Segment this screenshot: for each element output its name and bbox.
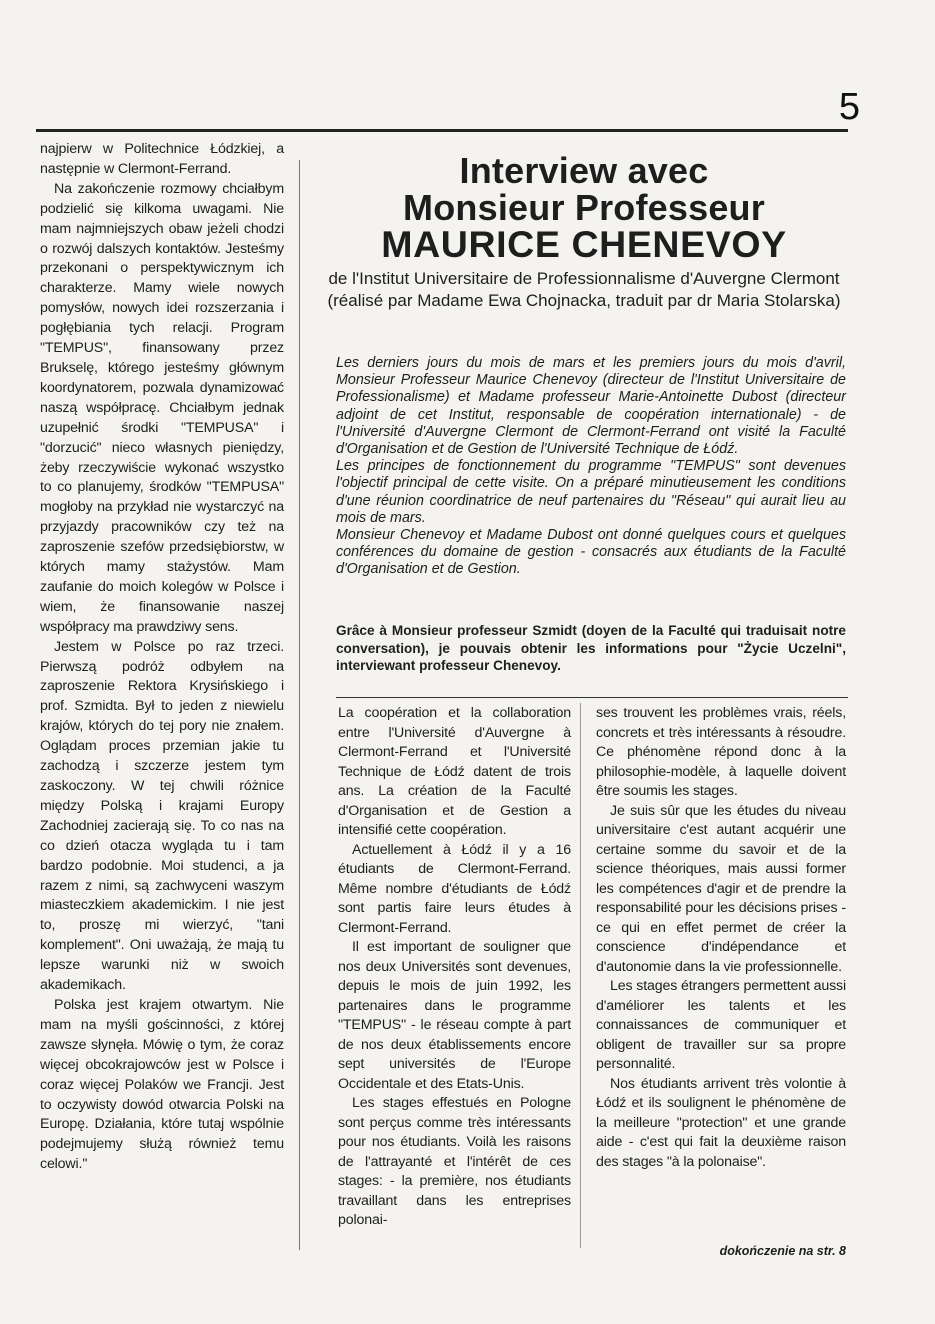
- left-column: [40, 140, 284, 1175]
- lead-paragraph: Les principes de fonctionnement du programme "TEMPUS" sont devenues l'objectif principal de cette visite. On a préparé minutieusement les conditions d'une réunion coordinatrice de neuf partenaires du "Réseau" qui aurait lieu au mois de mars.: [336, 458, 846, 526]
- body-paragraph: Il est important de souligner que nos deux Universités sont devenues, depuis le mois de juin 1992, les partenaires dans le programme "TEMPUS" - le réseau compte à part de nos deux établissements encore sept universités de l'Europe Occidentale et des Etats-Unis.: [338, 939, 571, 1092]
- interview-intro: Grâce à Monsieur professeur Szmidt (doyen de la Faculté qui traduisait notre conversation), je pouvais obtenir les informations pour "Życie Uczelni", interviewant professeur Chenevoy.: [336, 623, 846, 674]
- left-paragraph: Jestem w Polsce po raz trzeci. Pierwszą podróż odbyłem na zaproszenie Rektora Krysińskiego i prof. Szmidta. Był to jeden z niewielu krajów, których do tej pory nie znałem. Oglądam proces przemian jakie tu zachodzą i szczerze jestem tym zaskoczony. W tej chwili różnice między Polską i krajami Europy Zachodniej zacierają się. To co nas na co dzień otacza wygląda tu i tam bardzo podobnie. Moi studenci, a ja razem z nimi, są zachwyceni waszym miasteczkiem akademickim. I nie jest to, proszę mi wierzyć, "tani komplement". Oni uważają, że mają tu lepsze warunki niż w swoich akademikach.: [40, 638, 284, 994]
- section-rule: [336, 697, 848, 698]
- body-column-2: [596, 704, 846, 1172]
- body-paragraph: Les stages effestués en Pologne sont perçus comme très intéressants pour nos étudiants. Voilà les raisons de l'attrayanté et l'intérêt de ces stages: - la première, nos étudiants travaillant dans les entreprises polonai-: [338, 1095, 571, 1228]
- lead-paragraph: Monsieur Chenevoy et Madame Dubost ont donné quelques cours et quelques conférences du domaine de gestion - consacrés aux étudiants de la Faculté d'Organisation et de Gestion.: [336, 527, 846, 578]
- body-paragraph: ses trouvent les problèmes vrais, réels, concrets et très intéressants à résoudre. Ce phénomène répond donc à la philosophie-modèle, à laquelle doivent être soumis les stages.: [596, 705, 846, 799]
- body-paragraph: La coopération et la collaboration entre l'Université d'Auvergne à Clermont-Ferrand et l'Université Technique de Łódź datent de trois ans. La création de la Faculté d'Organisation et de Gestion a intensifié cette coopération.: [338, 705, 571, 838]
- column-divider: [580, 703, 581, 1248]
- header-rule: [36, 129, 848, 132]
- page-number: 5: [838, 86, 860, 128]
- body-column-1: [338, 704, 571, 1231]
- body-paragraph: Les stages étrangers permettent aussi d'améliorer les talents et les connaissances de communiquer et obligent de travailler sur sa propre personnalité.: [596, 978, 846, 1072]
- lead-paragraph: Les derniers jours du mois de mars et les premiers jours du mois d'avril, Monsieur Professeur Maurice Chenevoy (directeur de l'Institut Universitaire de Professionalisme) et Madame professeur Marie-Antoinette Dubost (directeur adjoint de cet Institut, responsable de coopération internationale) - de l'Université d'Auvergne Clermont de Clermont-Ferrand ont visité la Faculté d'Organisation et de Gestion de l'Université Technique de Łódź.: [336, 355, 846, 458]
- body-paragraph: Nos étudiants arrivent très volontie à Łódź et ils soulignent le phénomène de la meilleure "protection" et une grande aide - c'est qui fait la deuxième raison des stages "à la polonaise".: [596, 1075, 846, 1170]
- continued-note: dokończenie na str. 8: [719, 1244, 846, 1258]
- body-paragraph: Actuellement à Łódź il y a 16 étudiants de Clermont-Ferrand. Même nombre d'étudiants de Łódź sont partis faire leurs études à Clermont-Ferrand.: [338, 841, 571, 936]
- lead-text: [336, 355, 846, 579]
- article-subtitle: de l'Institut Universitaire de Professionnalisme d'Auvergne Clermont (réalisé par Madame Ewa Chojnacka, traduit par dr Maria Stolarska): [327, 269, 841, 310]
- title-line: MAURICE CHENEVOY: [381, 223, 787, 265]
- title-line: Interview avec: [459, 150, 709, 191]
- body-paragraph: Je suis sûr que les études du niveau universitaire c'est autant acquérir une certaine somme du savoir et de la science théoriques, mais aussi former les compétences d'agir et de prendre la responsabilité pour les décisions prises - ce qui en effet permet de créer la conscience d'indépendance et d'autonomie dans la vie professionnelle.: [596, 802, 846, 975]
- left-paragraph: Na zakończenie rozmowy chciałbym podzielić się kilkoma uwagami. Nie mam najmniejszych obaw jeżeli chodzi o rozwój dalszych kontaktów. Jesteśmy przekonani o perspektywicznym ich charakterze. Mamy wiele nowych pomysłów, nowych idei rozszerzania i pogłębiania tych relacji. Program "TEMPUS", finansowany przez Brukselę, którego jesteśmy głównym koordynatorem, pozwala dynamizować naszą współpracę. Chciałbym jednak uzupełnić środki "TEMPUSA" i "dorzucić" nieco własnych pieniędzy, żeby rzeczywiście wykonać wszystko to co planujemy, środków "TEMPUSA" mogłoby na przykład nie wystarczyć na przyjazdy pracowników czy też na zaproszenie szefów przedsiębiorstw, w których mamy stażystów. Mam zaufanie do moich kolegów w Polsce i wiem, że finansowanie naszej współpracy ma prawdziwy sens.: [40, 180, 284, 635]
- column-divider: [299, 160, 300, 1250]
- article-title: [318, 152, 850, 263]
- left-paragraph: Polska jest krajem otwartym. Nie mam na myśli gościnności, z której zawsze słynęła. Mówię o tym, że coraz więcej obcokrajowców jest w Polsce i coraz więcej Polaków we Francji. Jest to oczywisty dowód otwarcia Polski na Europę. Działania, które tutaj wspólnie podejmujemy służą również temu celowi.": [40, 996, 284, 1173]
- title-line: Monsieur Professeur: [403, 187, 765, 228]
- left-paragraph: najpierw w Politechnice Łódzkiej, a następnie w Clermont-Ferrand.: [40, 141, 284, 177]
